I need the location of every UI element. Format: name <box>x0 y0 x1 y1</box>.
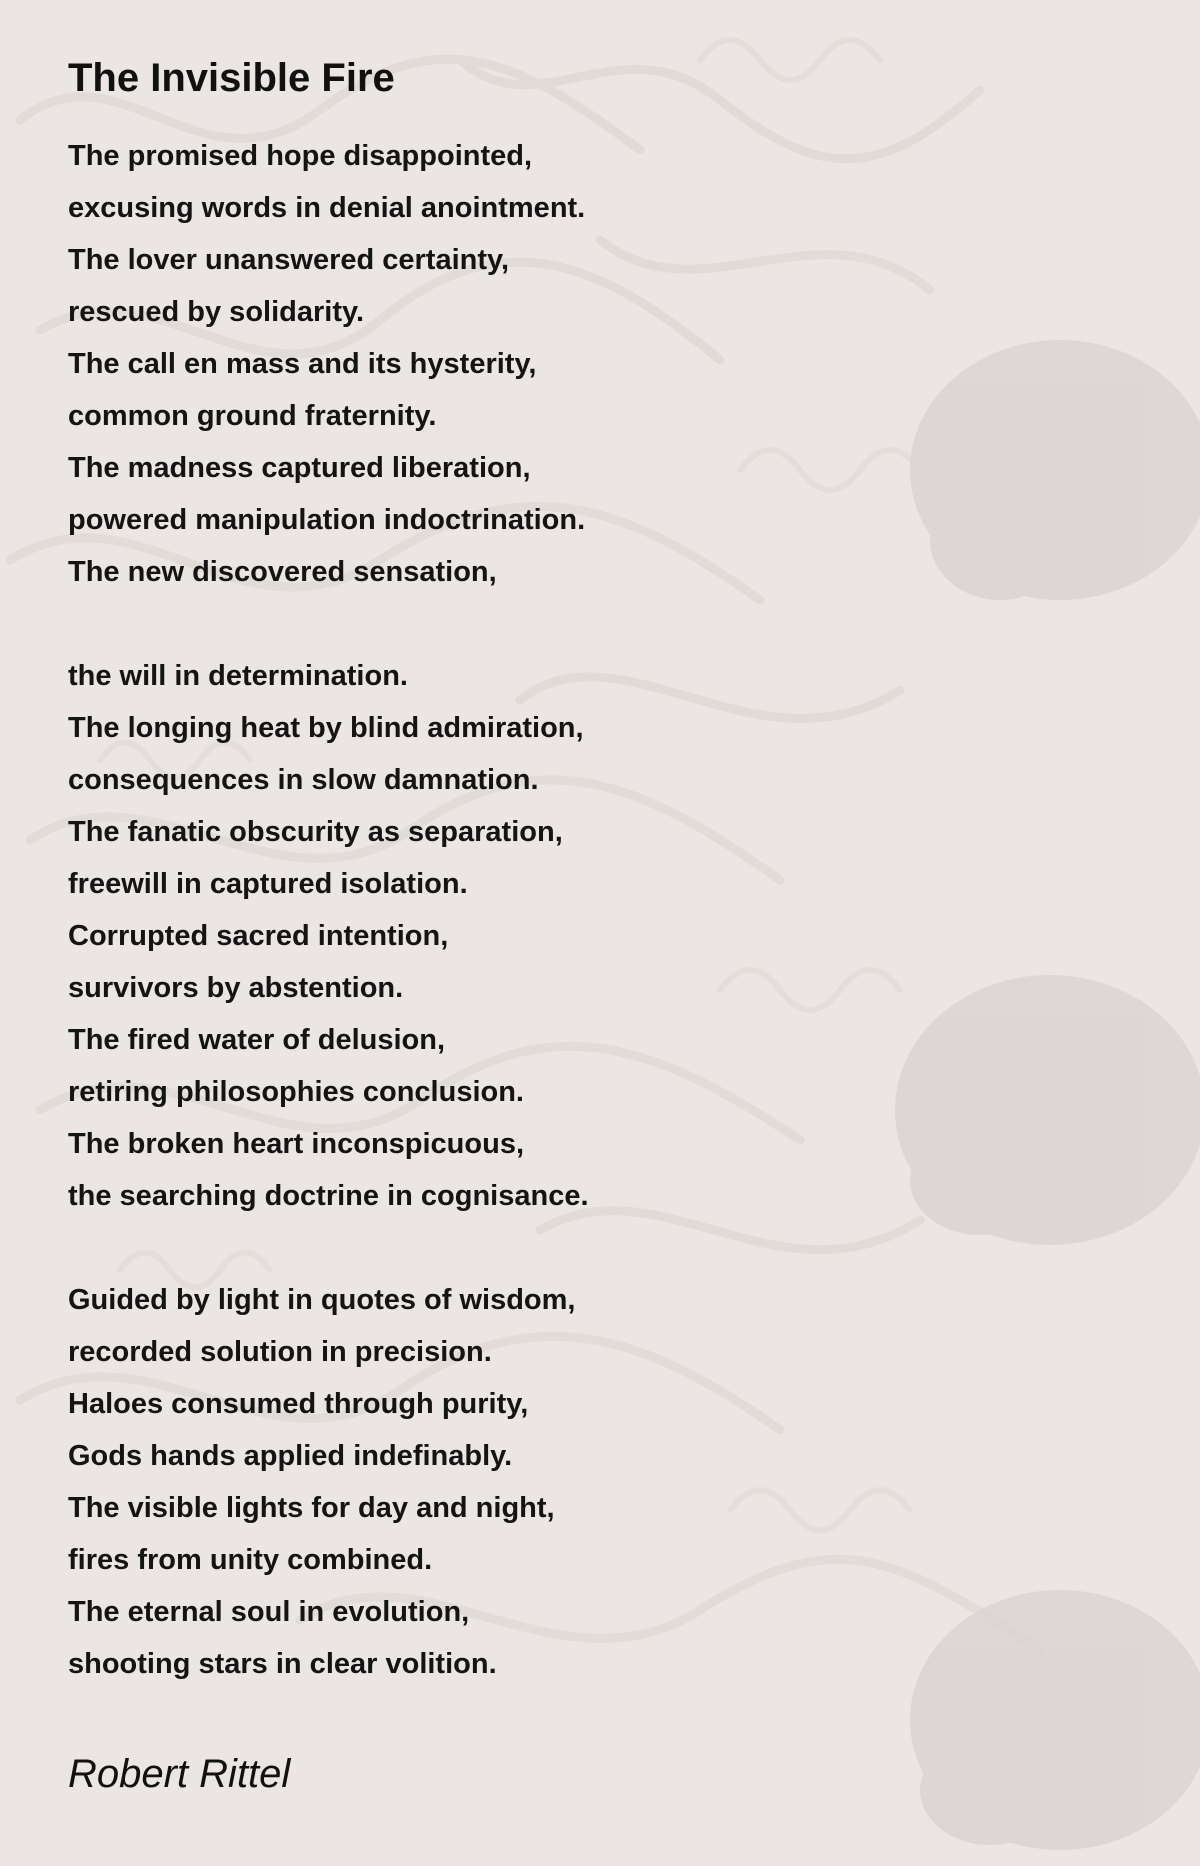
poem-line: survivors by abstention. <box>68 972 404 1004</box>
poem-line: the will in determination. <box>68 660 408 692</box>
poem-line: rescued by solidarity. <box>68 296 365 328</box>
poem-line: freewill in captured isolation. <box>68 868 468 900</box>
poem-line: the searching doctrine in cognisance. <box>68 1180 589 1212</box>
poem-line: consequences in slow damnation. <box>68 764 539 796</box>
poem-container <box>68 48 1068 1804</box>
poem-line: powered manipulation indoctrination. <box>68 504 586 536</box>
poem-line: recorded solution in precision. <box>68 1336 492 1368</box>
poem-line: The fired water of delusion, <box>68 1024 446 1056</box>
poem-line: fires from unity combined. <box>68 1544 433 1576</box>
poem-author: Robert Rittel <box>68 1752 291 1796</box>
poem-body <box>68 130 1068 1690</box>
poem-line: common ground fraternity. <box>68 400 437 432</box>
stanza-2 <box>68 650 1068 1222</box>
poem-line: Haloes consumed through purity, <box>68 1388 529 1420</box>
poem-line: Corrupted sacred intention, <box>68 920 449 952</box>
poem-line: The new discovered sensation, <box>68 556 497 588</box>
poem-line: retiring philosophies conclusion. <box>68 1076 524 1108</box>
poem-line: Gods hands applied indefinably. <box>68 1440 513 1472</box>
poem-line: The promised hope disappointed, <box>68 140 533 172</box>
stanza-1 <box>68 130 1068 598</box>
poem-line: The fanatic obscurity as separation, <box>68 816 563 848</box>
poem-title: The Invisible Fire <box>68 56 395 100</box>
poem-line: Guided by light in quotes of wisdom, <box>68 1284 576 1316</box>
poem-line: The madness captured liberation, <box>68 452 531 484</box>
stanza-3 <box>68 1274 1068 1690</box>
poem-line: The broken heart inconspicuous, <box>68 1128 525 1160</box>
poem-line: The longing heat by blind admiration, <box>68 712 584 744</box>
poem-line: The eternal soul in evolution, <box>68 1596 470 1628</box>
poem-line: The lover unanswered certainty, <box>68 244 510 276</box>
poem-line: The visible lights for day and night, <box>68 1492 555 1524</box>
poem-line: The call en mass and its hysterity, <box>68 348 537 380</box>
poem-line: shooting stars in clear volition. <box>68 1648 497 1680</box>
poem-line: excusing words in denial anointment. <box>68 192 586 224</box>
